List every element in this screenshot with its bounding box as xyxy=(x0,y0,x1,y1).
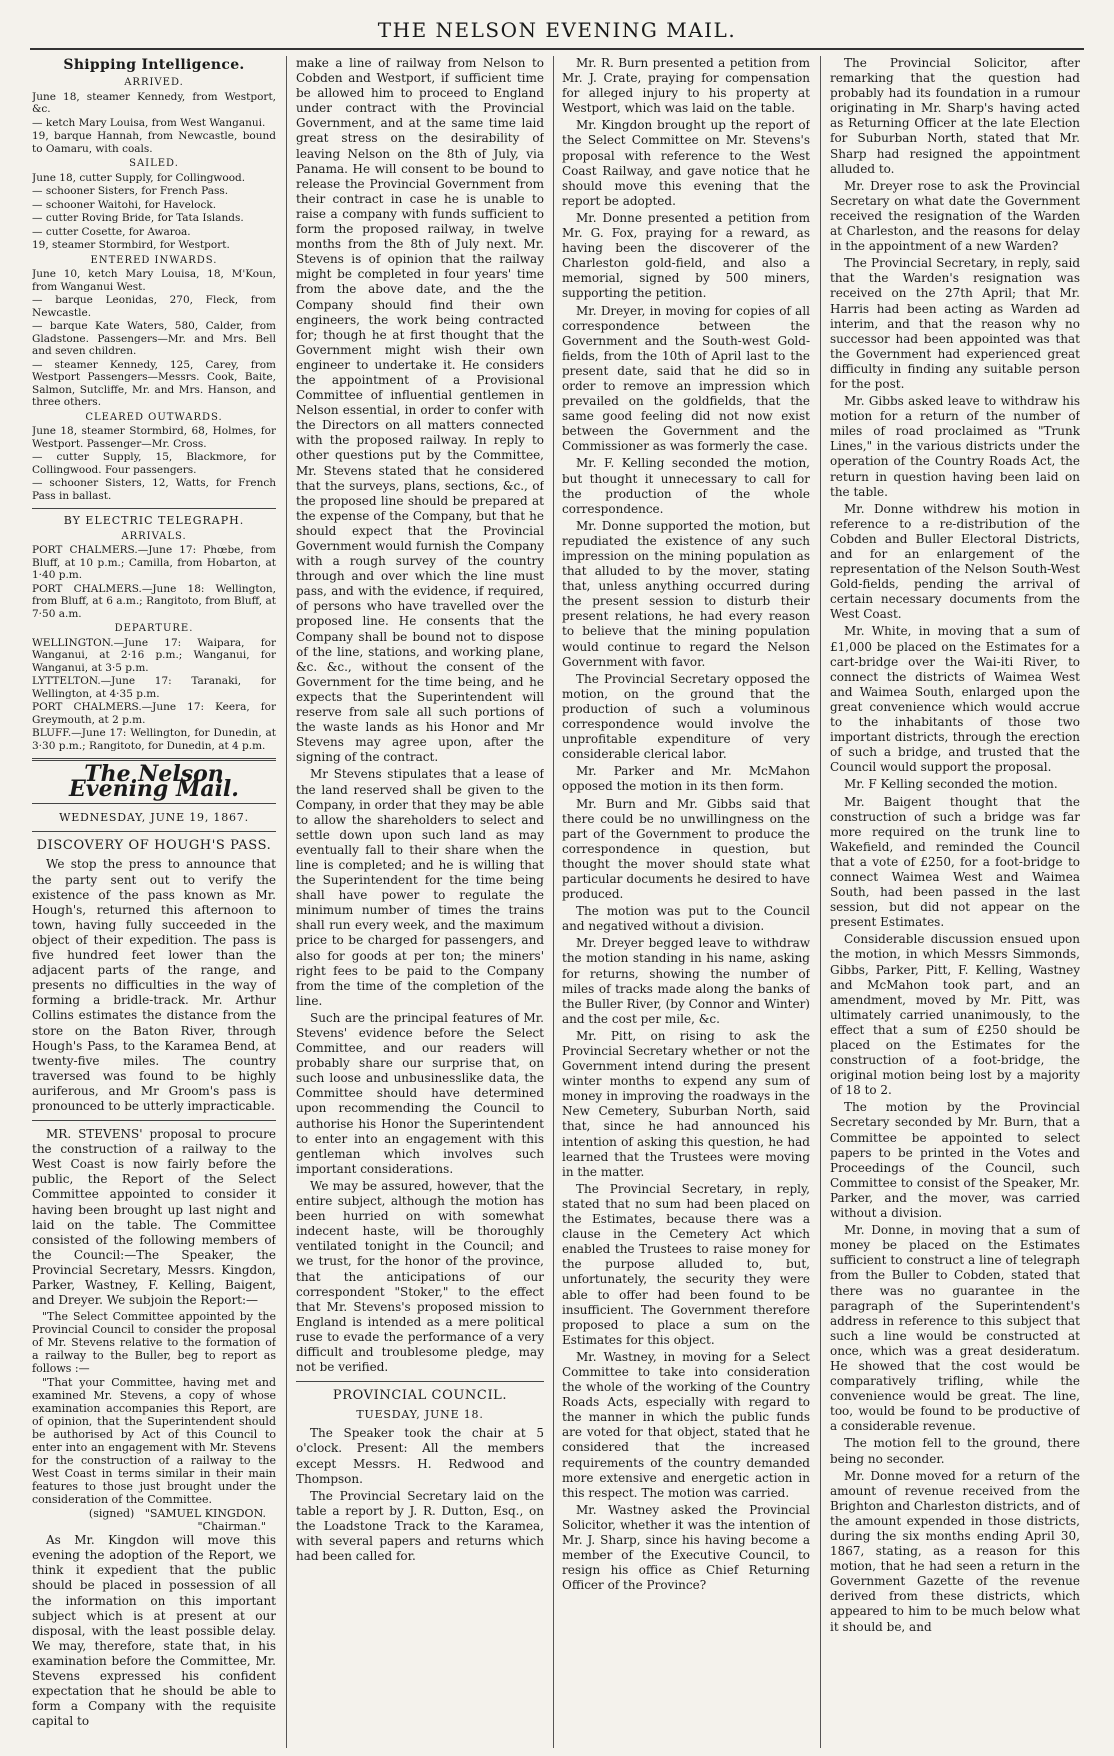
article-paragraph: Mr. Donne supported the motion, but repudiated the existence of any such impression on the mining population as that alluded to by the mover, stating that, unless anything occurred during the present session to disturb their present relations, he had every reason to believe that the mining population would continue to regard the Nelson Government with favor. xyxy=(562,518,810,669)
council-headline: PROVINCIAL COUNCIL. xyxy=(332,1388,508,1404)
article-paragraph: We may be assured, however, that the entire subject, although the motion has been hurried on with somewhat indecent haste, will be thoroughly ventilated tonight in the Council; and we trust, for the honor of the province, that the anticipations of our correspondent "Stoker," to the effect that Mr. Stevens's proposed mission to England is intended as a mere political ruse to evade the performance of a very difficult and troublesome pledge, may not be verified. xyxy=(296,1178,544,1375)
article-paragraph: Mr. Donne withdrew his motion in reference to a re-distribution of the Cobden and Buller Electoral Districts, and for an enlargement of the representation of the Nelson South-West Gold-fields, pending the arrival of certain necessary documents from the West Coast. xyxy=(830,501,1080,622)
article-paragraph: The motion was put to the Council and negatived without a division. xyxy=(562,904,810,934)
article-paragraph: Mr. Dreyer, in moving for copies of all correspondence between the Government and the South-west Gold-fields, from the 10th of April last to the present date, said that he did so in order to remove an impression which prevailed on the goldfields, that the same good feeling did not now exist between the Government and the Commissioner as was formerly the case. xyxy=(562,303,810,454)
article-paragraph: The Provincial Secretary laid on the table a report by J. R. Dutton, Esq., on the Loadstone Track to the Karamea, with several papers and returns which had been called for. xyxy=(296,1488,544,1564)
article-paragraph: Mr. Donne moved for a return of the amount of revenue received from the Brighton and Charleston districts, and of the amount expended in those districts, during the six months ending April 30, 1867, stating, as a reason for this motion, that he had seen a return in the Government Gazette of the revenue derived from these districts, which appeared to him to be much below what it should be, and xyxy=(830,1468,1080,1634)
article-paragraph: Mr. Wastney asked the Provincial Solicitor, whether it was the intention of Mr. J. Sharp, since his having become a member of the Executive Council, to resign his office as Chief Returning Officer of the Province? xyxy=(562,1502,810,1593)
article-paragraph: Mr. Donne, in moving that a sum of money be placed on the Estimates sufficient to construct a line of telegraph from the Buller to Cobden, stated that there was no guarantee in the paragraph of the Superintendent's address in reference to this subject that such a line would be constructed at once, which was a great desideratum. He showed that the cost would be comparatively trifling, while the convenience would be great. The line, too, would be found to be productive of a considerable revenue. xyxy=(830,1223,1080,1434)
divider xyxy=(32,1120,276,1121)
column-divider xyxy=(286,56,287,1748)
column-4 xyxy=(830,56,1080,1748)
article-paragraph: Mr. Donne presented a petition from Mr. G. Fox, praying for a reward, as having been the discoverer of the Charleston gold-field, and also a memorial, signed by 500 miners, supporting the petition. xyxy=(562,210,810,301)
telegraph-entry: WELLINGTON.—June 17: Waipara, for Wanganui, at 2·16 p.m.; Wanganui, for Wanganui, at 3·5 p.m. xyxy=(32,636,276,674)
article-paragraph: Mr. Kingdon brought up the report of the Select Committee on Mr. Stevens's proposal with reference to the West Coast Railway, and gave notice that he should move this evening that the report be adopted. xyxy=(562,118,810,208)
article-paragraph: We stop the press to announce that the party sent out to verify the existence of the pass known as Mr. Hough's, returned this afternoon to town, having fully succeeded in the object of their expedition. The pass is five hundred feet lower than the adjacent parts of the range, and presents no difficulties in the way of forming a bridle-track. Mr. Arthur Collins estimates the distance from the store on the Baton River, through Hough's Pass, to the Karamea Bend, at twenty-five miles. The country traversed was found to be highly auriferous, and Mr Groom's pass is pronounced to be utterly impracticable. xyxy=(32,857,276,1113)
hough-headline: DISCOVERY OF HOUGH'S PASS. xyxy=(36,838,272,854)
shipping-entry: — schooner Waitohi, for Havelock. xyxy=(32,198,217,211)
article-paragraph: Considerable discussion ensued upon the motion, in which Messrs Simmonds, Gibbs, Parker, Pitt, F. Kelling, Wastney and McMahon took part, and an amendment, moved by Mr. Pitt, was ultimately carried unanimously, to the effect that a sum of £250 should be placed on the Estimates for the construction of a foot-bridge, the original motion being lost by a majority of 18 to 2. xyxy=(830,932,1080,1098)
article-paragraph: Mr. Pitt, on rising to ask the Provincial Secretary whether or not the Government intend during the present winter months to expend any sum of money in improving the roadways in the New Cemetery, Suburban North, said that, since he had announced his intention of asking this question, he had learned that the Trustees were moving in the matter. xyxy=(562,1028,810,1179)
divider xyxy=(32,803,276,804)
shipping-entry: June 10, ketch Mary Louisa, 18, M'Koun, from Wanganui West. xyxy=(32,268,276,293)
article-paragraph: MR. STEVENS' proposal to procure the construction of a railway to the West Coast is now fairly before the public, the Report of the Select Committee appointed to consider it having been brought up last night and laid on the table. The Committee consisted of the following members of the Council:—The Speaker, the Provincial Secretary, Messrs. Kingdon, Parker, Wastney, F. Kelling, Baigent, and Dreyer. We subjoin the Report:— xyxy=(32,1127,276,1308)
telegraph-entry: LYTTELTON.—June 17: Taranaki, for Wellington, at 4·35 p.m. xyxy=(32,675,276,700)
shipping-entry: — steamer Kennedy, 125, Carey, from Westport Passengers—Messrs. Cook, Baite, Salmon, Sutcliffe, Mr. and Mrs. Hanson, and three others. xyxy=(32,358,276,409)
entered-heading: ENTERED INWARDS. xyxy=(90,254,218,266)
divider xyxy=(32,508,276,509)
article-paragraph: Mr. Dreyer begged leave to withdraw the motion standing in his name, asking for returns, showing the number of miles of tracks made along the banks of the Buller River, (by Connor and Winter) and the cost per mile, &c. xyxy=(562,936,810,1026)
article-paragraph: make a line of railway from Nelson to Cobden and Westport, if sufficient time be allowed him to proceed to England under contract with the Provincial Government, and at the same time laid great stress on the desirability of leaving Nelson on the 8th of July, via Panama. He will consent to be bound to release the Provincial Government from their contract in case he is unable to raise a company with funds sufficient to form the proposed railway, in twelve months from the 8th of July next. Mr. Stevens is of opinion that the railway might be completed in four years' time from the above date, and the the Company should find their own engineers, the work being contracted for; though he at first thought that the Government might wish their own engineer to undertake it. He considers the appointment of a Provisional Committee of influential gentlemen in Nelson essential, in order to confer with the Directors on all matters connected with the proposed railway. In reply to other questions put by the Committee, Mr. Stevens stated that he considered that the surveys, plans, sections, &c., of the proposed line should be prepared at the expense of the Company, but that he should expect that the Provincial Government would furnish the Company with a rough survey of the country through and over which the line must pass, and with the evidence, if required, of persons who have travelled over the proposed line. He consents that the Company shall be bound not to dispose of the line, stations, and working plane, &c. &c., without the consent of the Government for the time being, and he expects that the Superintendent will reserve from sale all such portions of the waste lands as his Honor and Mr Stevens may agree upon, after the signing of the contract. xyxy=(296,56,544,765)
cleared-heading: CLEARED OUTWARDS. xyxy=(85,411,223,423)
article-paragraph: The Speaker took the chair at 5 o'clock. Present: All the members except Messrs. H. Redwood and Thompson. xyxy=(296,1426,544,1486)
article-paragraph: The Provincial Secretary, in reply, said that the Warden's resignation was received on the 27th April; that Mr. Harris had been acting as Warden ad interim, and that the reason why no successor had been appointed was that the Government had experienced great difficulty in finding any suitable person for the post. xyxy=(830,256,1080,391)
telegraph-entry: PORT CHALMERS.—June 17: Keera, for Greymouth, at 2 p.m. xyxy=(32,701,276,726)
shipping-entry: — cutter Roving Bride, for Tata Islands. xyxy=(32,212,244,225)
shipping-entry: — barque Kate Waters, 580, Calder, from Gladstone. Passengers—Mr. and Mrs. Bell and seven children. xyxy=(32,320,276,358)
quote-paragraph: "That your Committee, having met and examined Mr. Stevens, a copy of whose examination accompanies this Report, are of opinion, that the Superintendent should be authorised by Act of this Council to enter into an engagement with Mr. Stevens for the construction of a railway to the West Coast in terms similar in their main features to those just brought under the consideration of the Committee. xyxy=(32,1376,276,1507)
shipping-entry: — cutter Cosette, for Awaroa. xyxy=(32,225,191,238)
article-paragraph: Mr. Parker and Mr. McMahon opposed the motion in its then form. xyxy=(562,764,810,794)
telegraph-entry: PORT CHALMERS.—June 17: Phœbe, from Bluff, at 10 p.m.; Camilla, from Hobarton, at 1·40 p.m. xyxy=(32,544,276,582)
article-paragraph: Such are the principal features of Mr. Stevens' evidence before the Select Committee, and our readers will probably share our surprise that, on such loose and unbusinesslike data, the Committee should have determined upon recommending the Council to authorise his Honor the Superintendent to enter into an engagement with this gentleman which involves such important considerations. xyxy=(296,1010,544,1176)
shipping-entry: — ketch Mary Louisa, from West Wanganui. xyxy=(32,116,266,129)
article-paragraph: Mr. F. Kelling seconded the motion, but thought it unnecessary to call for the production of the whole correspondence. xyxy=(562,456,810,516)
column-divider xyxy=(553,56,554,1748)
shipping-entry: — cutter Supply, 15, Blackmore, for Collingwood. Four passengers. xyxy=(32,451,276,476)
article-paragraph: As Mr. Kingdon will move this evening the adoption of the Report, we think it expedient that the public should be placed in possession of all the information on this important subject which is at present at our disposal, with the least possible delay. We may, therefore, state that, in his examination before the Committee, Mr. Stevens expressed his confident expectation that he should be able to form a Company with the requisite capital to xyxy=(32,1533,276,1729)
telegraph-entry: BLUFF.—June 17: Wellington, for Dunedin, at 3·30 p.m.; Rangitoto, for Dunedin, at 4 p.m. xyxy=(32,727,276,752)
article-paragraph: Mr. Dreyer rose to ask the Provincial Secretary on what date the Government received the resignation of the Warden at Charleston, and the reasons for delay in the appointment of a new Warden? xyxy=(830,178,1080,254)
column-1 xyxy=(32,56,276,1748)
article-paragraph: Mr. Wastney, in moving for a Select Committee to take into consideration the whole of the working of the Country Roads Acts, especially with regard to the manner in which the public funds are voted for that object, stated that he considered that the increased requirements of the country demanded more extensive and energetic action in this respect. The motion was carried. xyxy=(562,1349,810,1500)
shipping-entry: June 18, steamer Stormbird, 68, Holmes, for Westport. Passenger—Mr. Cross. xyxy=(32,425,276,450)
divider xyxy=(32,831,276,832)
arrivals-heading: ARRIVALS. xyxy=(121,530,187,542)
article-paragraph: The Provincial Secretary opposed the motion, on the ground that the production of such a voluminous correspondence would involve the unprofitable expenditure of very considerable clerical labor. xyxy=(562,671,810,762)
article-paragraph: The motion fell to the ground, there being no seconder. xyxy=(830,1436,1080,1466)
column-3 xyxy=(562,56,810,1748)
shipping-section xyxy=(32,77,276,752)
telegraph-title: BY ELECTRIC TELEGRAPH. xyxy=(63,514,245,528)
council-date: TUESDAY, JUNE 18. xyxy=(356,1408,484,1422)
paper-title: The Nelson Evening Mail. xyxy=(69,761,239,803)
departure-heading: DEPARTURE. xyxy=(114,623,194,635)
shipping-entry: June 18, cutter Supply, for Collingwood. xyxy=(32,171,246,184)
masthead: THE NELSON EVENING MAIL. xyxy=(377,18,737,42)
signature-title: "Chairman." xyxy=(197,1520,266,1534)
top-rule xyxy=(30,48,1084,50)
sailed-heading: SAILED. xyxy=(129,158,179,170)
shipping-entry: 19, barque Hannah, from Newcastle, bound to Oamaru, with coals. xyxy=(32,130,276,155)
article-paragraph: The Provincial Solicitor, after remarking that the question had probably had its foundation in a rumour originating in Mr. Sharp's having acted as Returning Officer at the late Election for Suburban North, stated that Mr. Sharp had resigned the appointment alluded to. xyxy=(830,56,1080,176)
article-paragraph: Mr. R. Burn presented a petition from Mr. J. Crate, praying for compensation for alleged injury to his property at Westport, which was laid on the table. xyxy=(562,56,810,116)
article-paragraph: Mr Stevens stipulates that a lease of the land reserved shall be given to the Company, in order that they may be able to allow the shareholders to select and settle down upon such land as may eventually fall to their share when the line is completed; and he is willing that the Superintendent for the time being shall have power to regulate the minimum number of times the trains shall run every week, and the maximum price to be charged for passengers, and also for goods at per ton; the miners' right fees to be paid to the Company from the time of the completion of the line. xyxy=(296,767,544,1008)
shipping-entry: June 18, steamer Kennedy, from Westport, &c. xyxy=(32,90,276,116)
committee-report-quote xyxy=(32,1310,276,1533)
signature: (signed) "SAMUEL KINGDON. xyxy=(88,1507,266,1521)
dateline: WEDNESDAY, JUNE 19, 1867. xyxy=(59,811,249,825)
quote-paragraph: "The Select Committee appointed by the Provincial Council to consider the proposal of Mr. Stevens relative to the formation of a railway to the Buller, beg to report as follows :— xyxy=(32,1310,276,1376)
article-paragraph: Mr. White, in moving that a sum of £1,000 be placed on the Estimates for a cart-bridge over the Wai-iti River, to connect the districts of Waimea West and Waimea South, enlarged upon the great convenience which would accrue to the inhabitants of those two important districts, through the erection of such a bridge, and trusted that the Council would support the proposal. xyxy=(830,624,1080,775)
column-divider xyxy=(820,56,821,1748)
article-paragraph: Mr. Gibbs asked leave to withdraw his motion for a return of the number of miles of road proclaimed as "Trunk Lines," in the various districts under the operation of the Country Roads Act, the return in question having been laid on the table. xyxy=(830,394,1080,499)
arrived-heading: ARRIVED. xyxy=(124,77,184,89)
article-paragraph: The motion by the Provincial Secretary seconded by Mr. Burn, that a Committee be appointed to select papers to be printed in the Votes and Proceedings of the Council, such Committee to consist of the Speaker, Mr. Parker, and the mover, was carried without a division. xyxy=(830,1100,1080,1221)
shipping-title: Shipping Intelligence. xyxy=(63,57,245,73)
article-paragraph: Mr. Baigent thought that the construction of such a bridge was far more required on the trunk line to Wakefield, and reminded the Council that a vote of £250, for a foot-bridge to connect Waimea West and Waimea South, had been passed in the last session, but did not appear on the present Estimates. xyxy=(830,794,1080,930)
shipping-entry: — schooner Sisters, 12, Watts, for French Pass in ballast. xyxy=(32,477,276,502)
article-paragraph: The Provincial Secretary, in reply, stated that no sum had been placed on the Estimates, because there was a clause in the Cemetery Act which enabled the Trustees to raise money for the purpose alluded to, but, unfortunately, the security they were able to offer had been found to be insufficient. The Government therefore proposed to place a sum on the Estimates for this object. xyxy=(562,1181,810,1347)
shipping-entry: 19, steamer Stormbird, for Westport. xyxy=(32,239,230,252)
divider xyxy=(296,1381,544,1382)
telegraph-entry: PORT CHALMERS.—June 18: Wellington, from Bluff, at 6 a.m.; Rangitoto, from Bluff, at 7·50 a.m. xyxy=(32,582,276,620)
shipping-entry: — barque Leonidas, 270, Fleck, from Newcastle. xyxy=(32,294,276,319)
shipping-entry: — schooner Sisters, for French Pass. xyxy=(32,185,229,198)
article-paragraph: Mr. Burn and Mr. Gibbs said that there could be no unwillingness on the part of the Government to produce the correspondence in question, but thought the mover should state what particular documents he desired to have produced. xyxy=(562,796,810,902)
article-paragraph: Mr. F Kelling seconded the motion. xyxy=(844,777,1058,792)
column-2 xyxy=(296,56,544,1748)
